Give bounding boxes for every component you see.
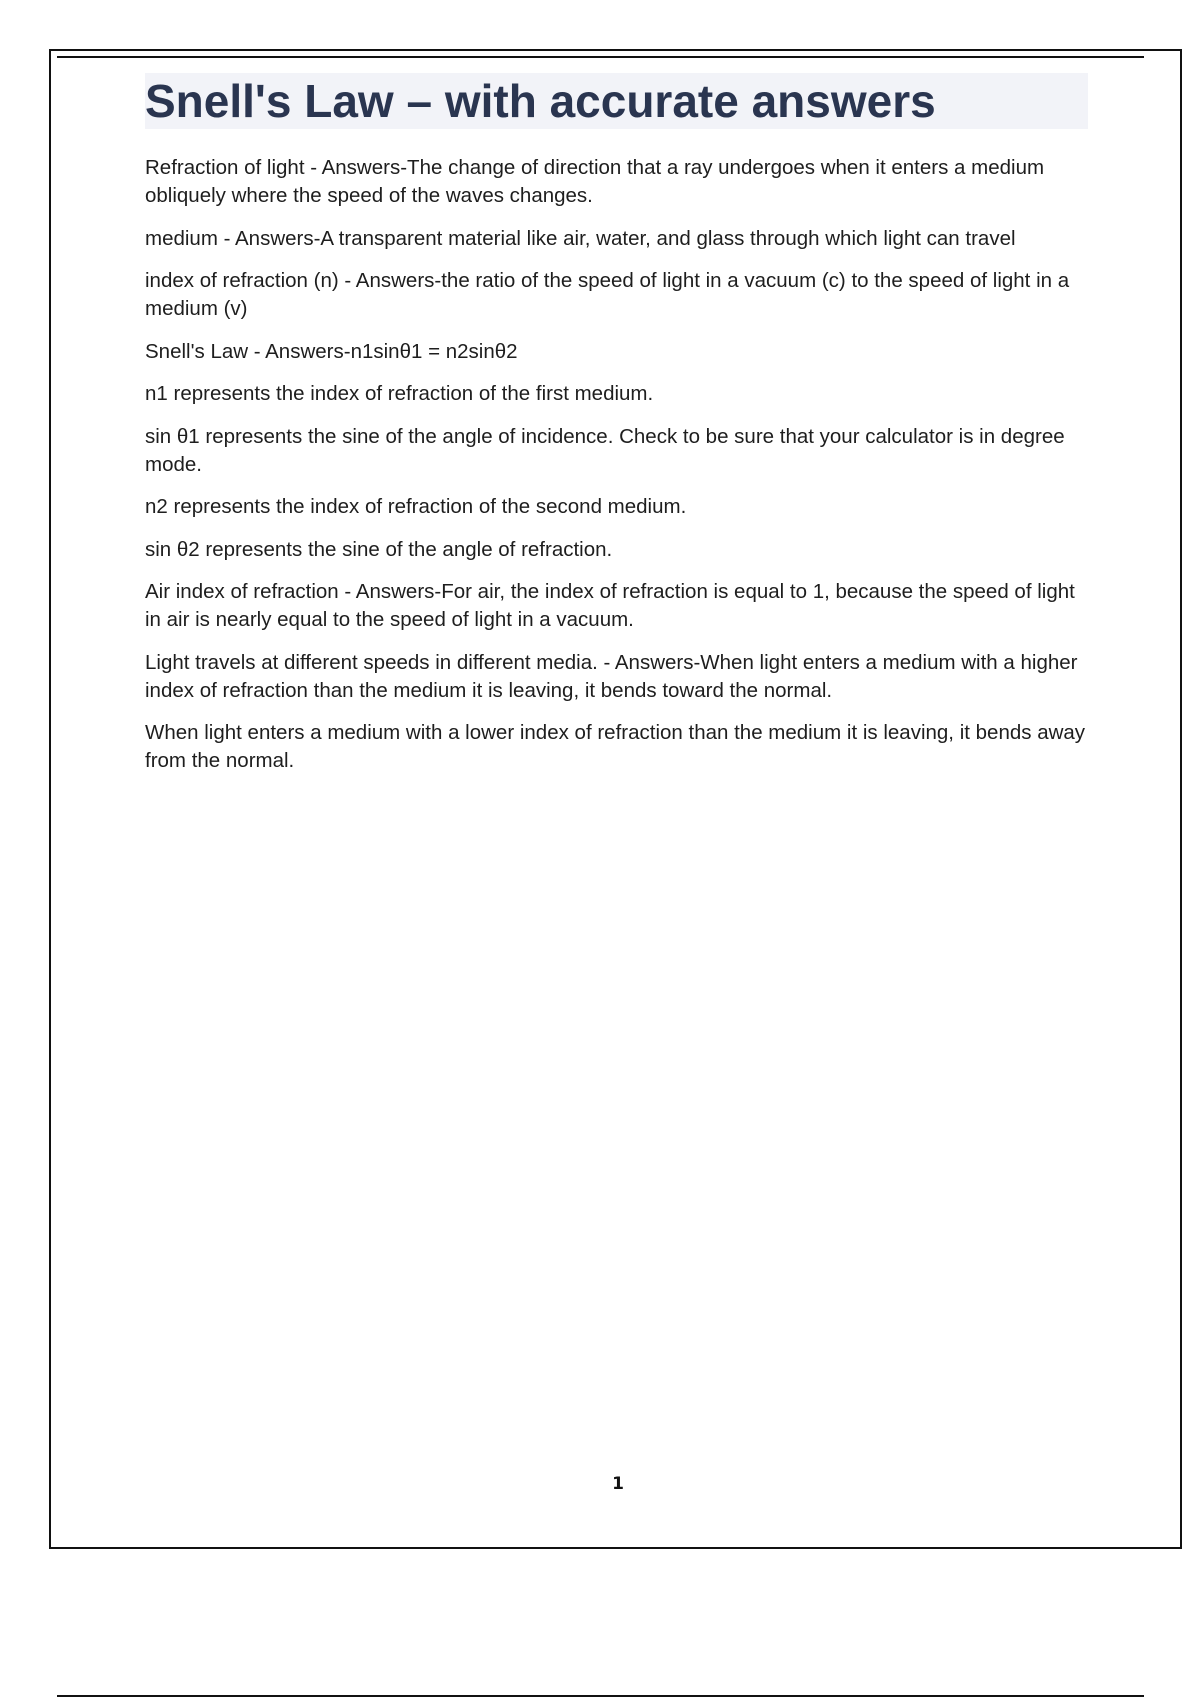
entry-n1: n1 represents the index of refraction of the first medium. — [145, 382, 654, 405]
entry-air-index: Air index of refraction - Answers-For air, the index of refraction is equal to 1, because the speed of light in air is nearly equal to the speed of light in a vacuum. — [145, 580, 1075, 631]
entry-sin-theta1: sin θ1 represents the sine of the angle of incidence. Check to be sure that your calculator is in degree mode. — [145, 424, 1065, 476]
entry-medium: medium - Answers-A transparent material like air, water, and glass through which light can travel — [145, 226, 1016, 250]
entry-sin-theta2: sin θ2 represents the sine of the angle of refraction. — [145, 537, 613, 561]
entry-refraction-of-light: Refraction of light - Answers-The change of direction that a ray undergoes when it enters a medium obliquely where the speed of the waves changes. — [145, 156, 1045, 207]
entry-different-speeds: Light travels at different speeds in different media. - Answers-When light enters a medium with a higher index of refraction than the medium it is leaving, it bends toward the normal. — [145, 650, 1078, 702]
bottom-rule — [57, 1695, 1144, 1697]
entry-n2: n2 represents the index of refraction of the second medium. — [145, 495, 687, 518]
entry-index-of-refraction: index of refraction (n) - Answers-the ratio of the speed of light in a vacuum (c) to the speed of light in a medium (v) — [145, 269, 1070, 320]
entry-lower-index: When light enters a medium with a lower index of refraction than the medium it is leaving, it bends away from the normal. — [145, 721, 1086, 772]
entry-snells-law: Snell's Law - Answers-n1sinθ1 = n2sinθ2 — [145, 339, 518, 363]
top-rule — [57, 56, 1144, 58]
page-number: 1 — [612, 1474, 624, 1494]
document-body — [145, 154, 1095, 790]
document-title: Snell's Law – with accurate answers — [145, 75, 936, 127]
